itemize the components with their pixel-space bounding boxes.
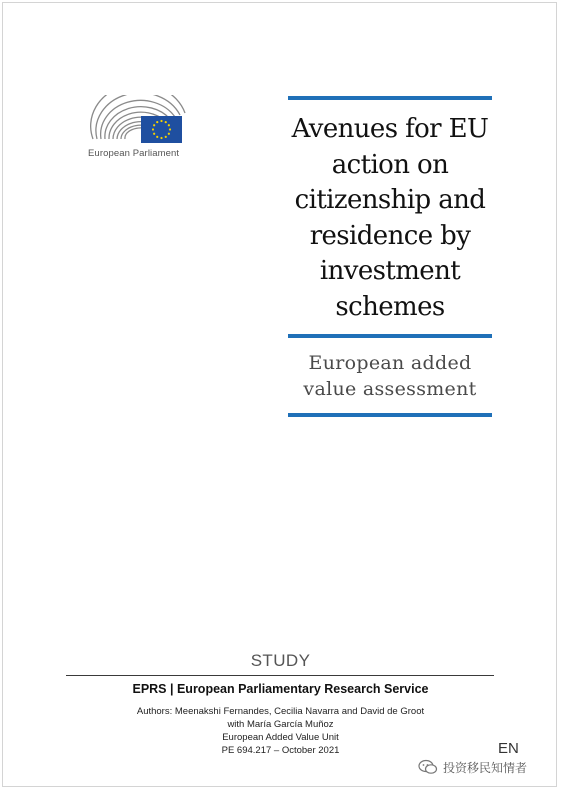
footer-rule [66,675,494,676]
eu-star-icon [153,124,155,126]
title-line: citizenship and [294,185,486,215]
eu-star-icon [168,124,170,126]
document-type: STUDY [250,651,311,670]
unit-line: European Added Value Unit [222,732,339,743]
watermark [418,758,527,776]
eu-star-icon [160,120,162,122]
chat-bubble-icon [418,759,438,775]
eu-star-icon [152,128,154,130]
subtitle-line: European added [308,352,472,374]
title-line: investment [319,256,461,286]
logo-wordmark: European Parliament [88,148,180,159]
eu-star-icon [156,136,158,138]
eu-star-icon [160,137,162,139]
eu-star-icon [165,136,167,138]
eu-star-icon [169,128,171,130]
co-author-line: with María García Muñoz [227,719,334,730]
watermark-text: 投资移民知情者 [443,760,528,775]
title-line: schemes [335,291,445,322]
subtitle-bottom-rule [288,413,492,417]
title-line: action on [331,149,449,180]
document-subtitle [288,350,492,402]
european-parliament-logo [88,95,198,165]
eu-star-icon [165,121,167,123]
authors-line: Authors: Meenakshi Fernandes, Cecilia Navarra and David de Groot [136,706,425,717]
reference-line: PE 694.217 – October 2021 [221,745,340,756]
title-line: residence by [309,220,471,251]
language-code: EN [498,740,519,757]
title-top-rule [288,96,492,100]
eu-star-icon [168,133,170,135]
eu-star-icon [156,121,158,123]
document-title [288,112,492,325]
service-name: EPRS | European Parliamentary Research Service [132,682,429,696]
eu-star-icon [153,133,155,135]
subtitle-line: value assessment [303,378,477,400]
title-bottom-rule [288,334,492,338]
parliament-hemicycle-icon [88,95,188,147]
title-line: Avenues for EU [291,114,489,144]
